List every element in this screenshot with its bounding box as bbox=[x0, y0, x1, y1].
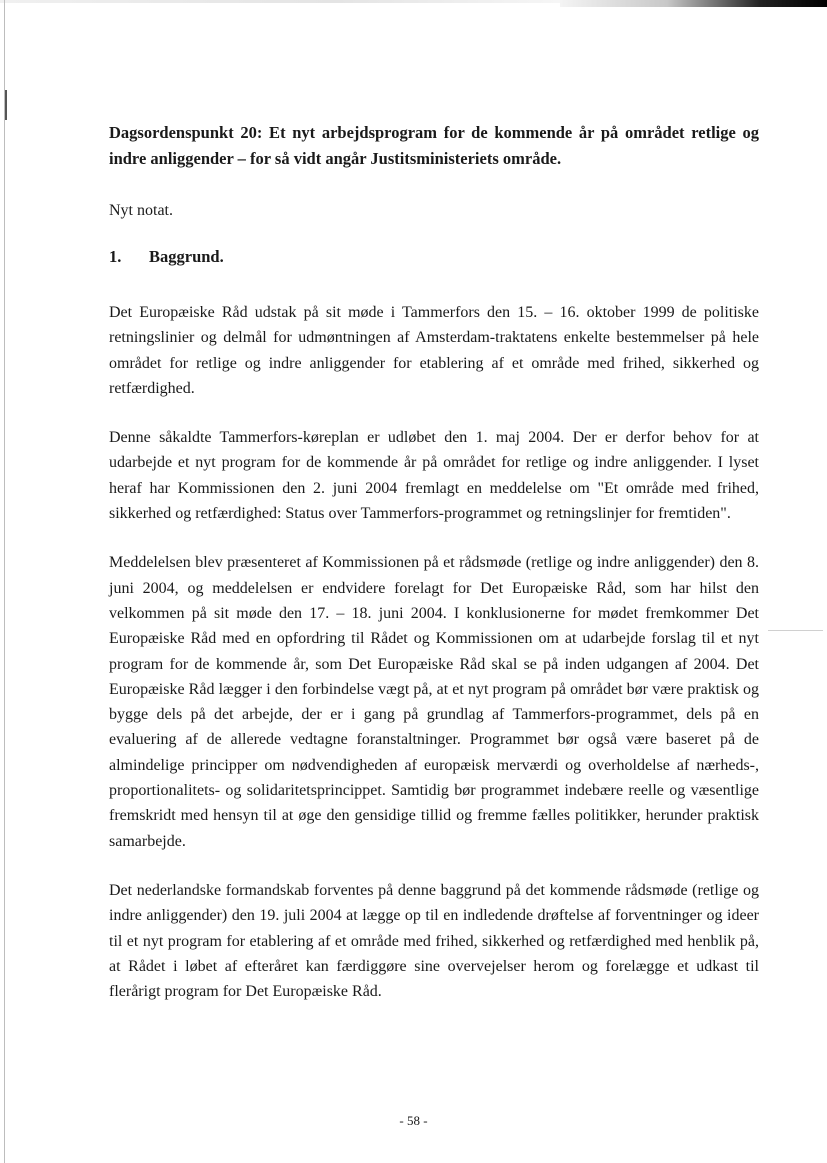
paragraph-2: Denne såkaldte Tammerfors-køreplan er udløbet den 1. maj 2004. Der er derfor behov for at udarbejde et nyt program for de kommende år på området for retlige og indre anliggender. I lyset heraf har Kommissionen den 2. juni 2004 fremlagt en meddelelse om "Et område med frihed, sikkerhed og retfærdighed: Status over Tammerfors-programmet og retningslinjer for fremtiden". bbox=[109, 429, 759, 523]
scan-edge-shadow bbox=[560, 0, 827, 7]
scan-mark bbox=[5, 90, 7, 120]
agenda-heading: Dagsordenspunkt 20: Et nyt arbejdsprogram for de kommende år på området retlige og indre anliggender – for så vidt angår Justitsministeriets område. bbox=[109, 123, 759, 168]
document-body bbox=[109, 120, 759, 1004]
section-heading bbox=[109, 244, 759, 270]
page-number: - 58 - bbox=[399, 1113, 428, 1128]
scan-edge-left bbox=[4, 0, 5, 1163]
note-label: Nyt notat. bbox=[109, 202, 173, 219]
section-number: 1. bbox=[109, 247, 122, 266]
paragraph-3: Meddelelsen blev præsenteret af Kommissionen på et rådsmøde (retlige og indre anliggender) den 8. juni 2004, og meddelelsen er endvidere forelagt for Det Europæiske Råd, som har hilst den velkommen på sit møde den 17. – 18. juni 2004. I konklusionerne for mødet fremkommer Det Europæiske Råd med en opfordring til Rådet og Kommissionen om at udarbejde forslag til et nyt program for de kommende år, som Det Europæiske Råd skal se på inden udgangen af 2004. Det Europæiske Råd lægger i den forbindelse vægt på, at et nyt program på området bør være praktisk og bygge dels på det arbejde, der er i gang på grundlag af Tammerfors-programmet, dels på en evaluering af de allerede vedtagne foranstaltninger. Programmet bør også være baseret på de almindelige principper om nødvendigheden af europæisk merværdi og overholdelse af nærheds-, proportionalitets- og solidaritetsprincippet. Samtidig bør programmet indebære reelle og væsentlige fremskridt med hensyn til at øge den gensidige tillid og fremme fælles politikker, herunder praktisk samarbejde. bbox=[109, 554, 759, 850]
paragraph-4: Det nederlandske formandskab forventes på denne baggrund på det kommende rådsmøde (retlige og indre anliggender) den 19. juli 2004 at lægge op til en indledende drøftelse af forventninger og ideer til et nyt program for etablering af et område med frihed, sikkerhed og retfærdighed med henblik på, at Rådet i løbet af efteråret kan færdiggøre sine overvejelser herom og forelægge et udkast til flerårigt program for Det Europæiske Råd. bbox=[109, 881, 759, 1001]
section-title: Baggrund. bbox=[149, 247, 224, 266]
paragraph-1: Det Europæiske Råd udstak på sit møde i Tammerfors den 15. – 16. oktober 1999 de politiske retningslinier og delmål for udmøntningen af Amsterdam-traktatens enkelte bestemmelser på hele området for retlige og indre anliggender for etablering af et område med frihed, sikkerhed og retfærdighed. bbox=[109, 304, 759, 397]
scan-stray-line bbox=[768, 630, 823, 631]
scan-edge-top bbox=[0, 0, 560, 3]
